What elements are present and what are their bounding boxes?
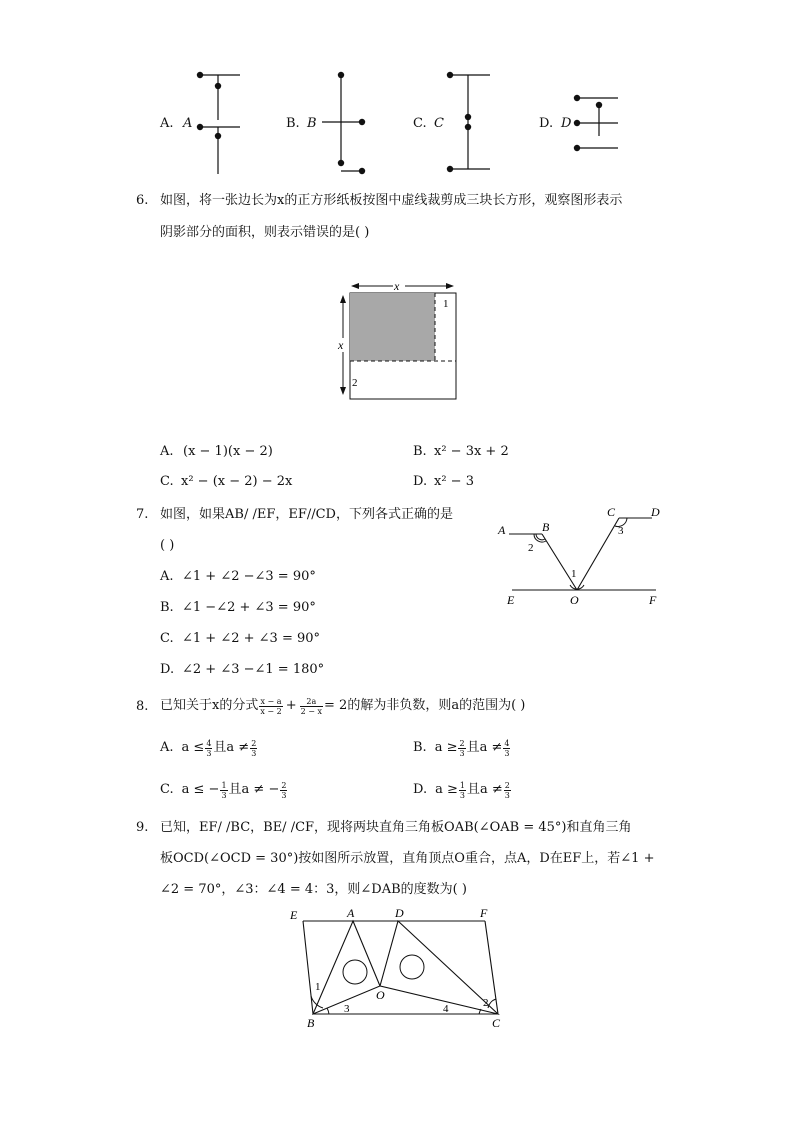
q8-c-gd: 3: [281, 790, 287, 800]
q8-d-fd: 3: [459, 790, 465, 800]
q5-figure-a: [190, 66, 250, 176]
q9-text-line1: 已知，EF/ /BC，BE/ /CF，现将两块直角三角板OAB(∠OAB = 45°)和直角三角: [160, 820, 632, 835]
q7-option-d-label: D.: [160, 662, 175, 677]
q8-option-c-pre: a ≤ −: [181, 782, 220, 797]
q7-label-e: E: [507, 593, 515, 607]
q8-c-fn: 1: [221, 780, 227, 790]
q9-label-b: B: [307, 1016, 315, 1030]
q6-option-c-text: x² − (x − 2) − 2x: [181, 474, 293, 489]
q6-text-line1: 如图，将一张边长为x的正方形纸板按图中虚线裁剪成三块长方形，观察图形表示: [160, 193, 623, 208]
q7-label-o: O: [570, 593, 579, 607]
q6-option-c-label: C.: [160, 474, 174, 489]
q7-label-angle3: 3: [618, 525, 624, 537]
q5-figure-c: [440, 66, 500, 176]
q5-option-d-label: D.: [539, 116, 554, 131]
q7-option-a-text: ∠1 + ∠2 −∠3 = 90°: [182, 569, 316, 584]
q8-option-a-label: A.: [160, 740, 174, 755]
q6-option-a-label: A.: [160, 444, 174, 459]
q8-plus: +: [285, 698, 297, 713]
q6-option-b-text: x² − 3x + 2: [434, 444, 509, 459]
q8-option-c: [160, 776, 288, 804]
q6-option-b-label: B.: [413, 444, 427, 459]
q7-figure: [494, 503, 674, 608]
q8-a-gd: 3: [251, 748, 257, 758]
q8-option-c-frac1: [220, 781, 227, 800]
q7-label-angle1: 1: [571, 568, 577, 580]
q8-text-suffix: = 2的解为非负数，则a的范围为( ): [324, 698, 526, 713]
q8-option-d-mid: 且a ≠: [466, 782, 503, 797]
q9-number: 9.: [136, 820, 149, 835]
q8-a-fn: 4: [206, 738, 212, 748]
q8-b-fd: 3: [459, 748, 465, 758]
q8-fraction-2: [300, 697, 323, 716]
q7-label-b: B: [542, 520, 550, 534]
q7-option-c-label: C.: [160, 631, 174, 646]
q9-figure: [285, 904, 510, 1034]
q8-c-fd: 3: [221, 790, 227, 800]
q8-option-b-mid: 且a ≠: [466, 740, 503, 755]
q6-label-piece1: 1: [443, 298, 449, 310]
q8-frac1-num: x − a: [260, 696, 282, 706]
q6-label-top-x: x: [394, 279, 400, 293]
q9-label-a: A: [347, 906, 355, 920]
q9-label-angle4: 4: [443, 1003, 449, 1015]
q9-label-c: C: [492, 1016, 501, 1030]
q7-option-b-label: B.: [160, 600, 174, 615]
q7-option-b-text: ∠1 −∠2 + ∠3 = 90°: [182, 600, 316, 615]
q5-option-a-label: A.: [160, 116, 174, 131]
q5-option-d-name: D: [561, 116, 572, 131]
q9-label-angle1: 1: [315, 981, 321, 993]
q6-option-d-text: x² − 3: [434, 474, 474, 489]
q8-option-a-frac1: [205, 739, 212, 758]
q5-option-c-name: C: [434, 116, 444, 131]
q8-b-gd: 3: [504, 748, 510, 758]
q8-option-d: [413, 776, 512, 804]
q9-label-f: F: [480, 906, 488, 920]
q9-label-o: O: [376, 988, 385, 1002]
q8-option-b: [413, 734, 511, 762]
q8-number: 8.: [136, 699, 149, 714]
q8-option-d-label: D.: [413, 782, 428, 797]
q7-label-d: D: [651, 505, 660, 519]
q5-option-c-label: C.: [413, 116, 427, 131]
q9-text-line2: 板OCD(∠OCD = 30°)按如图所示放置，直角顶点O重合，点A，D在EF上，若∠1 +: [160, 851, 655, 866]
q8-option-a-mid: 且a ≠: [213, 740, 250, 755]
q8-option-d-frac2: [504, 781, 511, 800]
q5-option-b-name: B: [307, 116, 317, 131]
q6-option-a-text: (x − 1)(x − 2): [183, 444, 273, 459]
q6-figure: [330, 278, 470, 408]
q8-fraction-1: [259, 697, 282, 716]
q8-frac2-num: 2a: [300, 697, 323, 707]
q8-a-gn: 2: [251, 738, 257, 748]
q7-option-a-label: A.: [160, 569, 174, 584]
q8-c-gn: 2: [281, 780, 287, 790]
q8-option-c-mid: 且a ≠ −: [228, 782, 280, 797]
q6-option-d-label: D.: [413, 474, 428, 489]
q7-label-f: F: [649, 593, 657, 607]
q7-text-line2: ( ): [160, 538, 175, 553]
q6-label-piece2: 2: [352, 377, 358, 389]
q5-option-a-name: A: [183, 116, 193, 131]
q9-label-e: E: [290, 908, 298, 922]
q6-text-line2: 阴影部分的面积，则表示错误的是( ): [160, 225, 370, 240]
q8-option-b-label: B.: [413, 740, 427, 755]
q8-option-a-pre: a ≤: [181, 740, 205, 755]
q8-option-b-pre: a ≥: [434, 740, 458, 755]
q8-option-c-frac2: [280, 781, 287, 800]
q8-question: [160, 692, 525, 720]
q8-option-a-frac2: [250, 739, 257, 758]
q8-frac2-den: 2 − x: [300, 706, 323, 716]
q8-d-fn: 1: [459, 780, 465, 790]
q8-option-b-frac2: [503, 739, 510, 758]
q8-d-gn: 2: [504, 780, 510, 790]
q9-text-line3: ∠2 = 70°，∠3：∠4 = 4：3，则∠DAB的度数为( ): [160, 882, 467, 897]
q5-option-b-label: B.: [286, 116, 300, 131]
q8-frac1-den: x − 2: [260, 706, 282, 716]
q5-figure-d: [570, 88, 625, 153]
q5-figure-b: [320, 66, 370, 176]
q6-number: 6.: [136, 193, 149, 208]
q7-text-line1: 如图，如果AB/ /EF，EF//CD，下列各式正确的是: [160, 507, 453, 522]
q7-option-d-text: ∠2 + ∠3 −∠1 = 180°: [182, 662, 325, 677]
q7-label-a: A: [498, 523, 506, 537]
q8-a-fd: 3: [206, 748, 212, 758]
q8-option-d-frac1: [459, 781, 466, 800]
q8-option-b-frac1: [458, 739, 465, 758]
q8-option-d-pre: a ≥: [435, 782, 458, 797]
q7-label-angle2: 2: [528, 542, 534, 554]
q7-number: 7.: [136, 507, 149, 522]
q9-label-d: D: [395, 906, 404, 920]
q8-d-gd: 3: [504, 790, 510, 800]
q8-b-fn: 2: [459, 738, 465, 748]
q6-label-left-x: x: [338, 338, 344, 352]
q8-option-c-label: C.: [160, 782, 174, 797]
q8-b-gn: 4: [504, 738, 510, 748]
q7-label-c: C: [607, 505, 616, 519]
q9-label-angle3: 3: [344, 1003, 350, 1015]
q7-option-c-text: ∠1 + ∠2 + ∠3 = 90°: [182, 631, 321, 646]
q9-label-angle2: 2: [483, 997, 489, 1009]
q8-option-a: [160, 734, 258, 762]
q8-text-prefix: 已知关于x的分式: [160, 698, 259, 713]
